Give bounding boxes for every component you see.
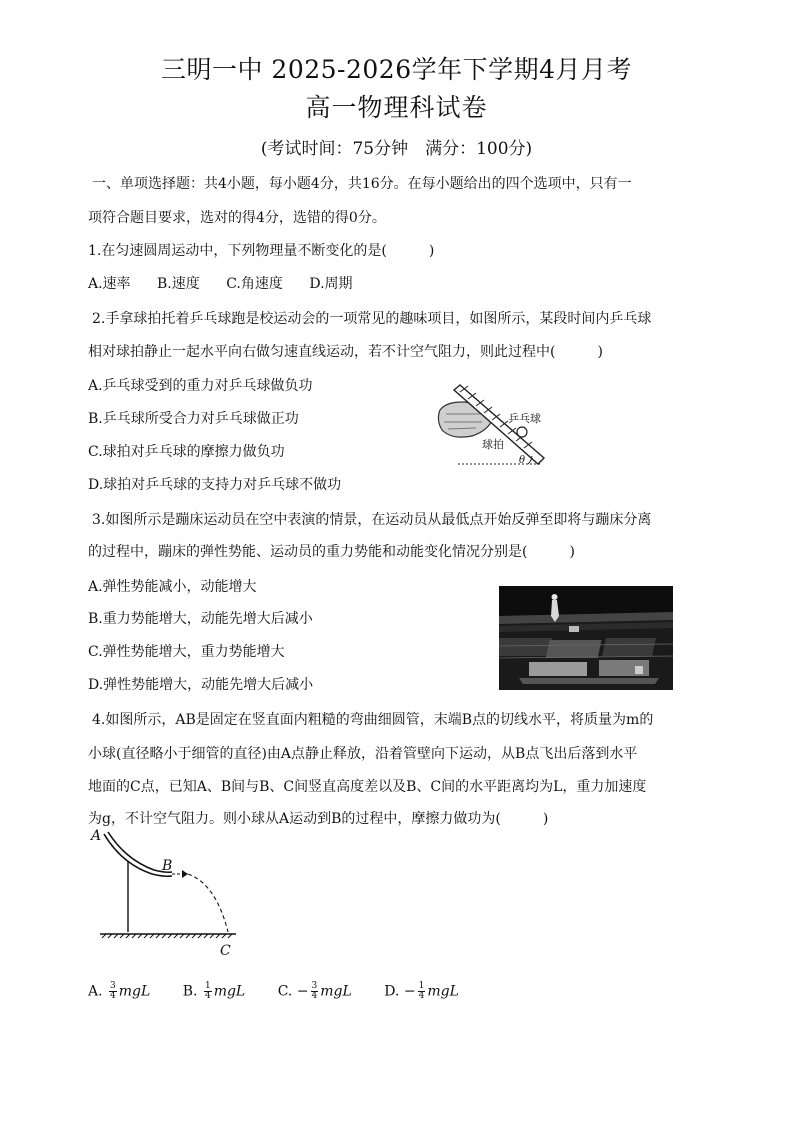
- exam-subtitle: (考试时间：75分钟 满分：100分): [260, 139, 533, 159]
- ping-pong-ball: [517, 427, 527, 437]
- q4-option-b: B. $\frac{1}{4}$ mgL: [182, 981, 246, 1001]
- paddle-label: 球拍: [482, 438, 504, 451]
- q2-option-c: C.球拍对乒乓球的摩擦力做负功: [88, 444, 285, 460]
- exam-title-line1: 三明一中 2025-2026学年下学期4月月考: [160, 55, 633, 84]
- fraction: $\frac{1}{4}$: [418, 981, 425, 1001]
- q1-option-c: C.角速度: [226, 276, 283, 292]
- q4-tube-figure: [88, 824, 248, 962]
- exam-title-line2: 高一物理科试卷: [305, 93, 488, 122]
- q3-option-b: B.重力势能增大，动能先增大后减小: [88, 611, 313, 627]
- q2-option-b: B.乒乓球所受合力对乒乓球做正功: [88, 411, 299, 427]
- q2-paddle-figure: [432, 380, 552, 470]
- q1-option-b: B.速度: [157, 276, 200, 292]
- q4-option-c: C. − $\frac{3}{4}$ mgL: [277, 981, 352, 1001]
- q4-options: [88, 982, 487, 1001]
- q3-option-d: D.弹性势能增大，动能先增大后减小: [88, 677, 314, 693]
- arrow-head: [182, 870, 188, 878]
- ball-label: 乒乓球: [508, 412, 541, 425]
- q1-options: [88, 273, 375, 293]
- q2-option-a: A.乒乓球受到的重力对乒乓球做负功: [88, 378, 313, 394]
- section1-intro-line1: 一、单项选择题：共4小题，每小题4分，共16分。在每小题给出的四个选项中，只有一: [92, 176, 632, 192]
- q2-option-d: D.球拍对乒乓球的支持力对乒乓球不做功: [88, 477, 342, 493]
- fraction: $\frac{3}{4}$: [110, 981, 116, 1001]
- q1-option-a: A.速率: [88, 276, 131, 292]
- q3-option-c: C.弹性势能增大，重力势能增大: [88, 644, 285, 660]
- fraction: $\frac{1}{4}$: [204, 981, 211, 1001]
- q3-option-a: A.弹性势能减小，动能增大: [88, 579, 257, 595]
- angle-label: θ: [519, 455, 526, 466]
- q3-trampoline-photo: [499, 586, 673, 690]
- q3-stem-line2: 的过程中，蹦床的弹性势能、运动员的重力势能和动能变化情况分别是( ): [88, 544, 575, 560]
- point-b-label: B: [162, 858, 173, 874]
- q3-stem-line1: 3.如图所示是蹦床运动员在空中表演的情景，在运动员从最低点开始反弹至即将与蹦床分离: [92, 512, 652, 528]
- q4-stem-line2: 小球(直径略小于细管的直径)由A点静止释放，沿着管壁向下运动，从B点飞出后落到水平: [88, 746, 638, 762]
- q2-stem-line1: 2.手拿球拍托着乒乓球跑是校运动会的一项常见的趣味项目，如图所示，某段时间内乒乓球: [92, 311, 652, 327]
- point-a-label: A: [91, 828, 102, 844]
- q1-stem: 1.在匀速圆周运动中，下列物理量不断变化的是( ): [88, 243, 435, 259]
- section1-intro-line2: 项符合题目要求，选对的得4分，选错的得0分。: [88, 210, 386, 226]
- point-c-label: C: [220, 943, 231, 959]
- trajectory-path: [188, 874, 228, 932]
- q4-option-d: D. − $\frac{1}{4}$ mgL: [384, 981, 459, 1001]
- q4-stem-line1: 4.如图所示，AB是固定在竖直面内粗糙的弯曲细圆管，末端B点的切线水平，将质量为m的: [92, 712, 654, 728]
- q4-option-a: A. $\frac{3}{4}$ mgL: [88, 981, 151, 1001]
- fraction: $\frac{3}{4}$: [311, 981, 318, 1001]
- q2-stem-line2: 相对球拍静止一起水平向右做匀速直线运动，若不计空气阻力，则此过程中( ): [88, 344, 603, 360]
- q1-option-d: D.周期: [309, 276, 353, 292]
- q4-stem-line3: 地面的C点，已知A、B间与B、C间竖直高度差以及B、C间的水平距离均为L，重力加速度: [88, 779, 647, 795]
- q4-stem-line4: 为g，不计空气阻力。则小球从A运动到B的过程中，摩擦力做功为( ): [88, 811, 549, 827]
